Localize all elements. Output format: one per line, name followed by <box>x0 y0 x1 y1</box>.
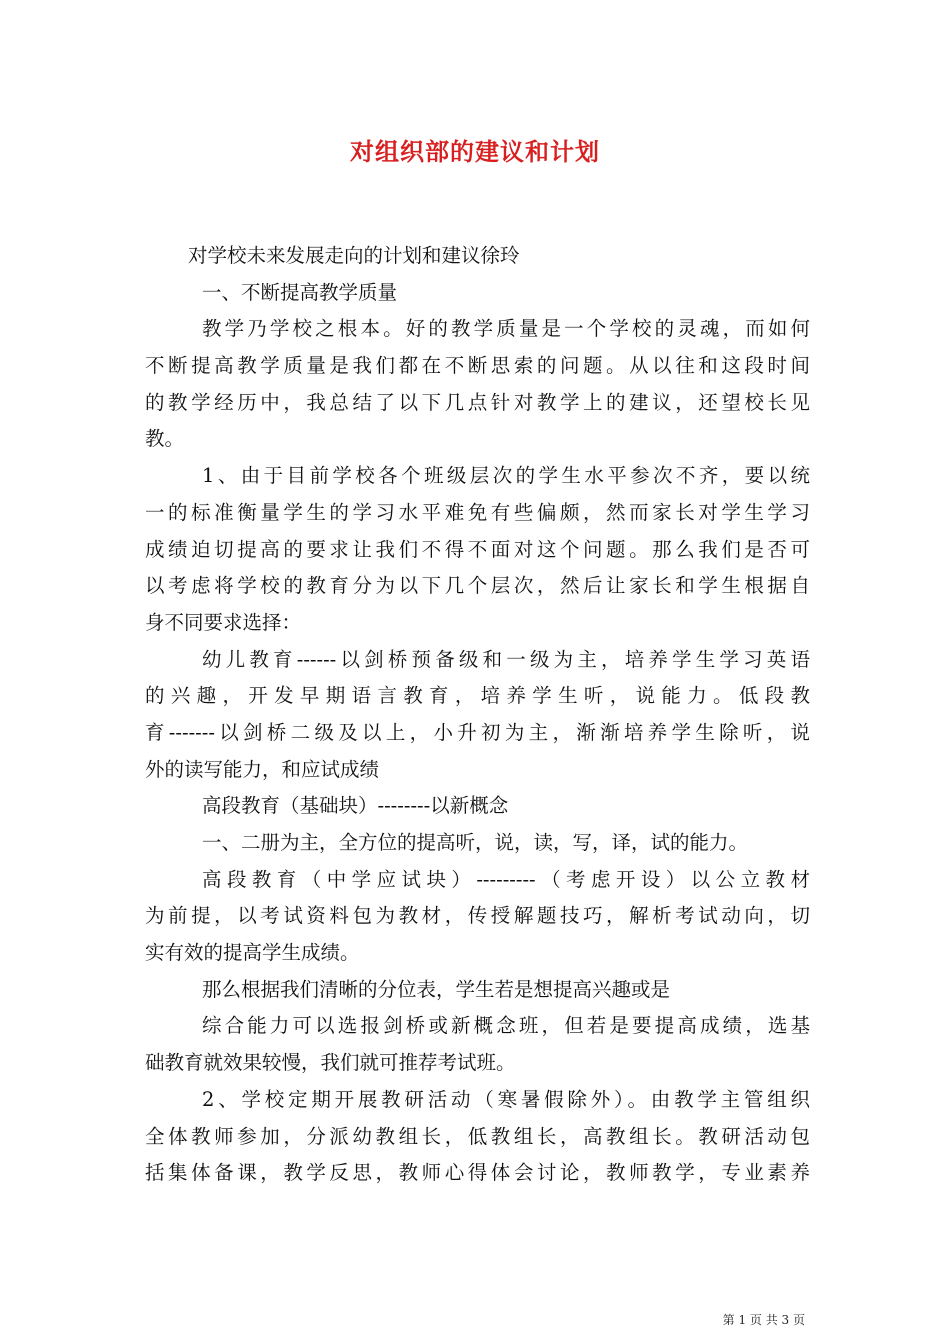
body-line: 成绩迫切提高的要求让我们不得不面对这个问题。那么我们是否可 <box>145 537 810 561</box>
document-body <box>145 238 810 1192</box>
page-title: 对组织部的建议和计划 <box>350 137 600 166</box>
body-line: 的兴趣，开发早期语言教育，培养学生听，说能力。低段教 <box>145 684 810 708</box>
body-line: 外的读写能力，和应试成绩 <box>145 757 380 781</box>
body-line: 高段教育（中学应试块）---------（考虑开设）以公立教材 <box>202 867 810 891</box>
body-line: 实有效的提高学生成绩。 <box>145 941 360 965</box>
body-line: 教。 <box>145 427 185 451</box>
body-line: 一的标准衡量学生的学习水平难免有些偏颇，然而家长对学生学习 <box>145 500 810 524</box>
body-line: 高段教育（基础块）--------以新概念 <box>202 794 509 818</box>
body-line: 不断提高教学质量是我们都在不断思索的问题。从以往和这段时间 <box>145 354 810 378</box>
body-line: 以考虑将学校的教育分为以下几个层次，然后让家长和学生根据自 <box>145 574 810 598</box>
body-line: 1、由于目前学校各个班级层次的学生水平参次不齐，要以统 <box>202 464 810 488</box>
body-line: 对学校未来发展走向的计划和建议徐玲 <box>188 244 520 267</box>
body-line: 幼儿教育------以剑桥预备级和一级为主，培养学生学习英语 <box>202 647 810 671</box>
body-line: 综合能力可以选报剑桥或新概念班，但若是要提高成绩，选基 <box>202 1014 810 1038</box>
body-line: 础教育就效果较慢，我们就可推荐考试班。 <box>145 1051 516 1075</box>
body-line: 的教学经历中，我总结了以下几点针对教学上的建议，还望校长见 <box>145 390 810 414</box>
body-line: 2、学校定期开展教研活动（寒暑假除外）。由教学主管组织 <box>202 1087 810 1111</box>
body-line: 那么根据我们清晰的分位表，学生若是想提高兴趣或是 <box>202 977 671 1001</box>
body-line: 教学乃学校之根本。好的教学质量是一个学校的灵魂，而如何 <box>202 317 810 341</box>
body-line: 身不同要求选择： <box>145 610 302 634</box>
section-heading: 一、不断提高教学质量 <box>202 280 398 304</box>
body-line: 育-------以剑桥二级及以上，小升初为主，渐渐培养学生除听，说 <box>145 720 810 744</box>
body-line: 括集体备课，教学反思，教师心得体会讨论，教师教学，专业素养 <box>145 1161 810 1185</box>
body-line: 一、二册为主，全方位的提高听，说，读，写，译，试的能力。 <box>202 831 749 854</box>
body-line: 为前提，以考试资料包为教材，传授解题技巧，解析考试动向，切 <box>145 904 810 928</box>
body-line: 全体教师参加，分派幼教组长，低教组长，高教组长。教研活动包 <box>145 1124 810 1148</box>
page-number: 第 1 页 共 3 页 <box>722 1313 805 1327</box>
